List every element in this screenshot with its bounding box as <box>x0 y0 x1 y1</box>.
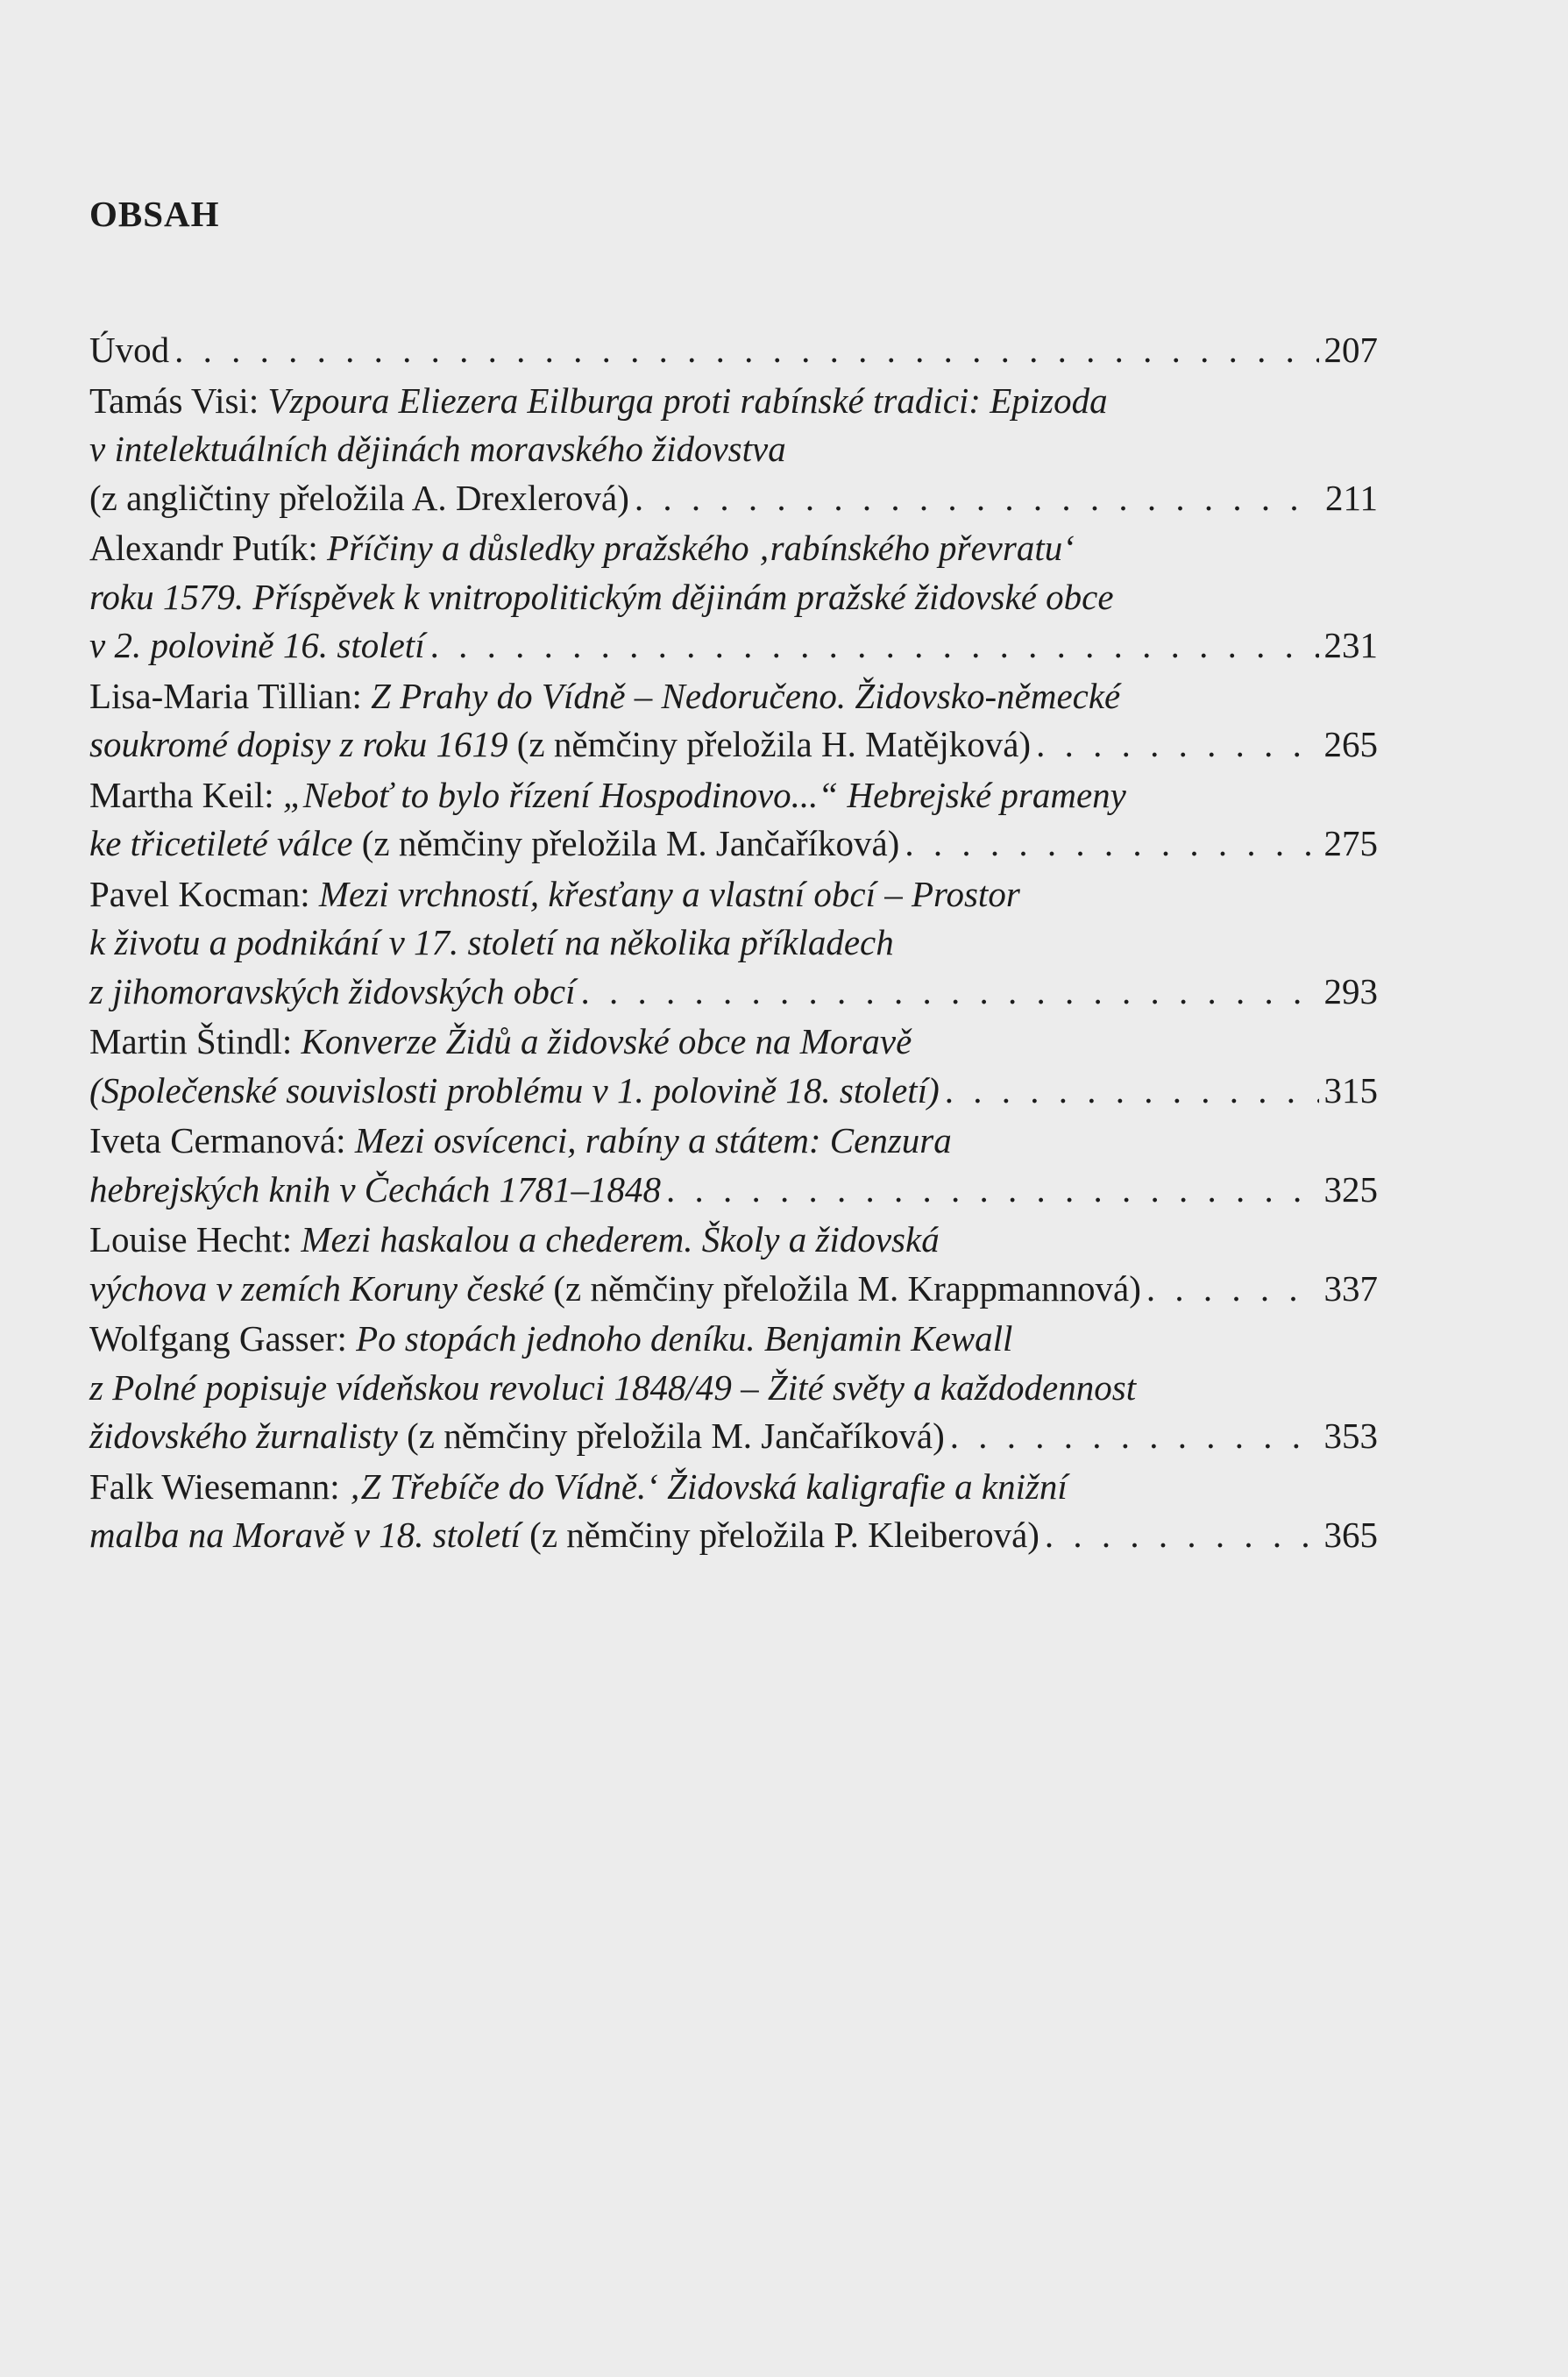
entry-title: malba na Moravě v 18. století <box>89 1515 521 1555</box>
entry-title: Z Prahy do Vídně – Nedoručeno. Židovsko-německé <box>371 675 1121 716</box>
toc-entry <box>89 1463 1378 1560</box>
toc-line <box>89 1216 1378 1265</box>
entry-author: Alexandr Putík: <box>89 528 328 568</box>
entry-author: (z němčiny přeložila M. Krappmannová) <box>544 1267 1141 1309</box>
entry-author: Tamás Visi: <box>89 380 268 421</box>
toc-line <box>89 1511 1378 1560</box>
page-number: 293 <box>1323 970 1378 1011</box>
page-number: 231 <box>1323 625 1378 665</box>
dot-leader <box>430 621 1319 671</box>
toc-line-text <box>89 968 575 1017</box>
toc-line <box>89 820 1378 869</box>
toc-line <box>89 1412 1378 1461</box>
entry-title: Konverze Židů a židovské obce na Moravě <box>301 1021 912 1061</box>
toc-line-text <box>89 1216 940 1265</box>
toc-line-text <box>89 1018 912 1067</box>
toc-line-text <box>89 1166 661 1215</box>
entry-author: (z němčiny přeložila M. Jančaříková) <box>352 823 900 863</box>
toc-line <box>89 870 1378 919</box>
toc-line-text <box>89 1067 940 1116</box>
entry-title: Mezi vrchností, křesťany a vlastní obcí – Prostor <box>318 873 1020 914</box>
toc-entry <box>89 1117 1378 1214</box>
toc-line <box>89 377 1378 426</box>
entry-title: ‚Z Třebíče do Vídně.‘ Židovská kaligrafie a knižní <box>348 1465 1068 1507</box>
toc-line <box>89 1364 1378 1413</box>
page-number: 353 <box>1323 1416 1378 1456</box>
toc-line-text <box>89 672 1120 721</box>
toc-entry <box>89 870 1378 1017</box>
dot-leader <box>905 820 1318 869</box>
entry-title: (Společenské souvislosti problému v 1. polovině 18. století) <box>89 1069 940 1110</box>
entry-title: výchova v zemích Koruny české <box>89 1267 545 1309</box>
page-number: 325 <box>1323 1168 1378 1210</box>
toc-entry <box>89 1315 1378 1461</box>
toc-entry <box>89 524 1378 671</box>
toc-line-text <box>89 474 629 523</box>
toc-line-text <box>89 425 786 474</box>
toc-line-text <box>89 1315 1012 1364</box>
toc-entry <box>89 1018 1378 1115</box>
entry-author: Úvod <box>89 330 170 370</box>
dot-leader <box>1045 1511 1319 1560</box>
toc-entry <box>89 1216 1378 1313</box>
table-of-contents <box>89 326 1378 1562</box>
page-number: 265 <box>1323 724 1378 764</box>
entry-title: soukromé dopisy z roku 1619 <box>89 724 508 764</box>
page-number: 365 <box>1323 1515 1378 1555</box>
entry-author: (z němčiny přeložila H. Matějková) <box>507 724 1032 764</box>
dot-leader <box>1036 720 1318 770</box>
toc-entry <box>89 326 1378 375</box>
toc-line <box>89 919 1378 968</box>
entry-title: roku 1579. Příspěvek k vnitropolitickým dějinám pražské židovské obce <box>89 576 1114 617</box>
toc-entry <box>89 771 1378 869</box>
entry-title: Mezi haskalou a chederem. Školy a židovská <box>301 1219 940 1259</box>
entry-title: v 2. polovině 16. století <box>89 625 425 665</box>
entry-title: židovského žurnalisty <box>89 1416 398 1456</box>
entry-author: Louise Hecht: <box>89 1219 302 1259</box>
toc-line-text <box>89 1511 1039 1560</box>
entry-author: (z němčiny přeložila P. Kleiberová) <box>520 1515 1039 1555</box>
entry-title: ke třicetileté válce <box>89 823 353 863</box>
toc-line-text <box>89 1117 952 1166</box>
entry-title: z Polné popisuje vídeňskou revoluci 1848/49 – Žité světy a každodennost <box>89 1366 1137 1408</box>
page-number: 211 <box>1325 477 1378 518</box>
entry-title: z jihomoravských židovských obcí <box>89 970 576 1011</box>
dot-leader <box>950 1412 1319 1461</box>
toc-line-text <box>89 1364 1136 1413</box>
dot-leader <box>635 474 1320 523</box>
toc-line-text <box>89 377 1108 426</box>
toc-line <box>89 474 1378 523</box>
entry-author: Martin Štindl: <box>89 1021 302 1061</box>
entry-title: Po stopách jednoho deníku. Benjamin Kewall <box>356 1318 1013 1359</box>
toc-line <box>89 524 1378 573</box>
dot-leader <box>174 326 1318 375</box>
dot-leader <box>945 1067 1319 1116</box>
toc-line-text <box>89 573 1114 622</box>
toc-line <box>89 1018 1378 1067</box>
toc-entry <box>89 672 1378 770</box>
entry-author: Falk Wiesemann: <box>89 1465 349 1507</box>
toc-line-text <box>89 1265 1141 1314</box>
entry-title: Příčiny a důsledky pražského ‚rabínského převratu‘ <box>327 528 1075 568</box>
entry-author: (z němčiny přeložila M. Jančaříková) <box>397 1416 945 1456</box>
toc-line-text <box>89 870 1020 919</box>
dot-leader <box>580 968 1318 1017</box>
entry-title: „Neboť to bylo řízení Hospodinovo...“ Hebrejské prameny <box>282 774 1126 815</box>
entry-title: k životu a podnikání v 17. století na několika příkladech <box>89 922 894 962</box>
toc-line-text <box>89 621 425 671</box>
toc-line <box>89 968 1378 1017</box>
toc-line <box>89 621 1378 671</box>
entry-author: Martha Keil: <box>89 774 283 815</box>
toc-line <box>89 1315 1378 1364</box>
toc-line <box>89 1265 1378 1314</box>
toc-line <box>89 672 1378 721</box>
dot-leader <box>1146 1265 1319 1314</box>
entry-title: Mezi osvícenci, rabíny a státem: Cenzura <box>354 1120 952 1160</box>
toc-line-text <box>89 919 894 968</box>
toc-line <box>89 1067 1378 1116</box>
entry-author: (z angličtiny přeložila A. Drexlerová) <box>89 477 629 518</box>
dot-leader <box>666 1166 1319 1215</box>
toc-line <box>89 1166 1378 1215</box>
entry-author: Lisa-Maria Tillian: <box>89 675 372 716</box>
page-number: 207 <box>1323 330 1378 370</box>
entry-author: Iveta Cermanová: <box>89 1120 355 1160</box>
toc-line <box>89 573 1378 622</box>
toc-line-text <box>89 326 169 375</box>
toc-line <box>89 1463 1378 1512</box>
entry-author: Wolfgang Gasser: <box>89 1318 357 1359</box>
toc-line-text <box>89 771 1126 820</box>
toc-line-text <box>89 720 1031 770</box>
entry-author: Pavel Kocman: <box>89 873 319 914</box>
toc-entry <box>89 377 1378 523</box>
page-title: OBSAH <box>89 194 220 234</box>
toc-line <box>89 771 1378 820</box>
toc-line-text <box>89 1412 945 1461</box>
page-number: 275 <box>1323 823 1378 863</box>
page-number: 315 <box>1323 1069 1378 1110</box>
page-number: 337 <box>1323 1267 1378 1309</box>
toc-line <box>89 326 1378 375</box>
toc-line-text <box>89 524 1075 573</box>
entry-title: v intelektuálních dějinách moravského židovstva <box>89 429 786 469</box>
toc-line <box>89 720 1378 770</box>
entry-title: hebrejských knih v Čechách 1781–1848 <box>89 1168 661 1210</box>
toc-line <box>89 1117 1378 1166</box>
toc-line-text <box>89 820 899 869</box>
toc-line <box>89 425 1378 474</box>
toc-line-text <box>89 1463 1068 1512</box>
entry-title: Vzpoura Eliezera Eilburga proti rabínské tradici: Epizoda <box>267 380 1108 421</box>
